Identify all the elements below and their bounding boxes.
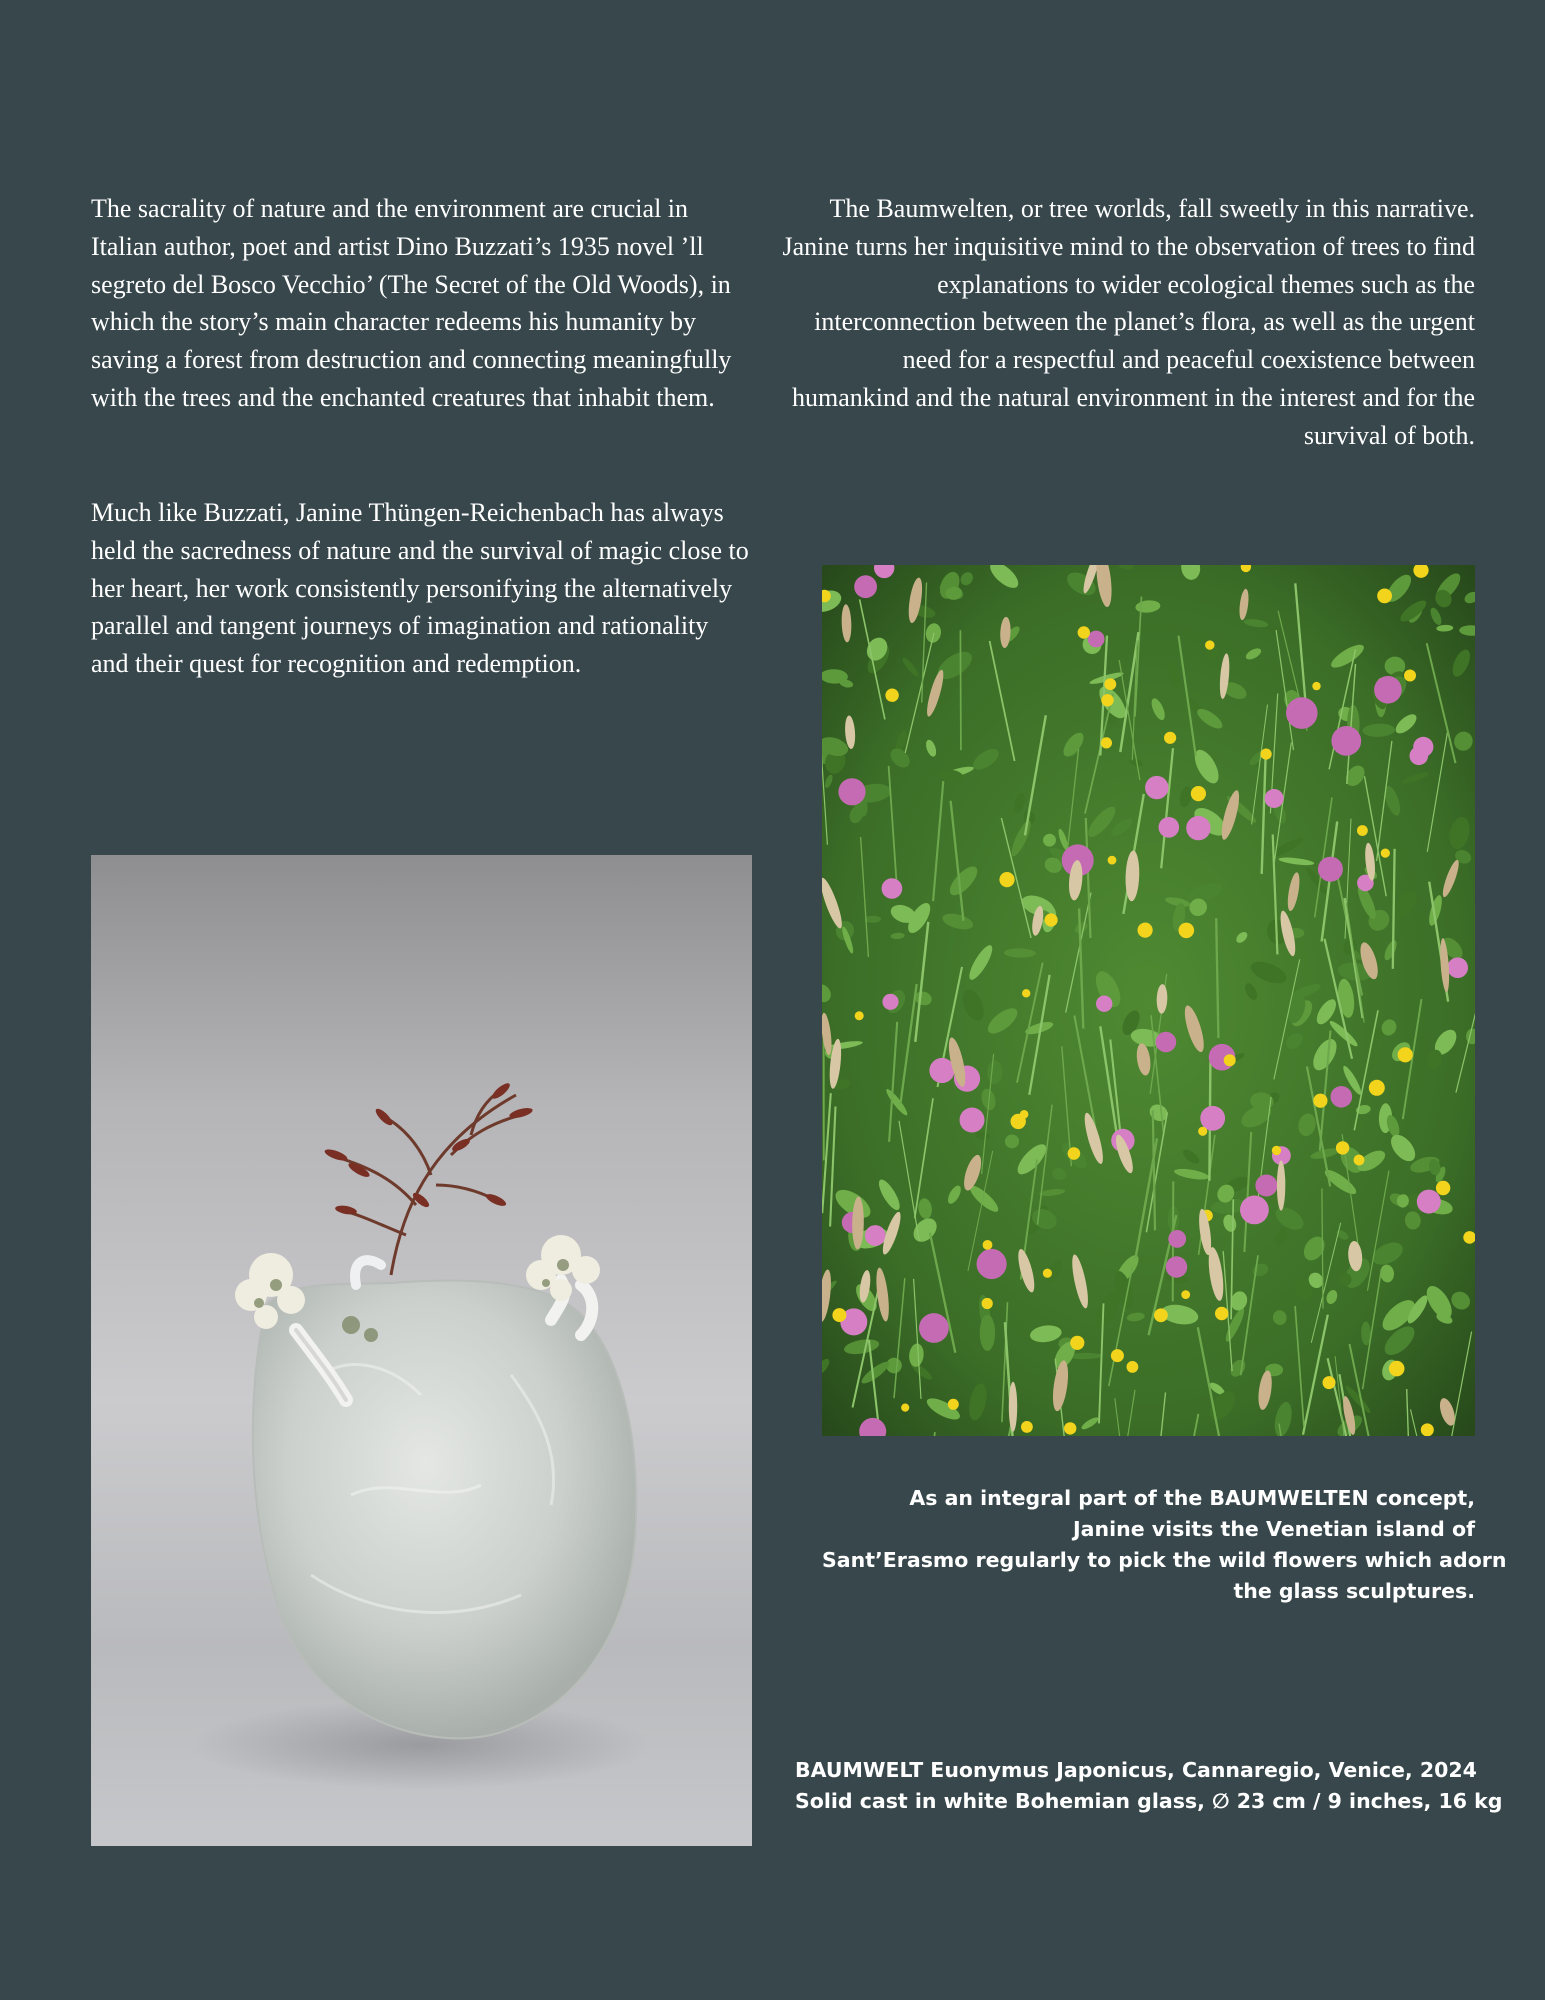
yellow-flower [832,1308,846,1322]
yellow-flower [885,689,898,702]
meadow-leaf [980,1315,995,1351]
yellow-flower [1191,786,1206,801]
wildflower-caption [822,1483,1507,1607]
clover-flower [838,778,865,805]
yellow-flower [1154,1308,1168,1322]
yellow-flower [1336,1141,1349,1154]
clover-flower [1159,817,1180,838]
yellow-flower [1127,1361,1139,1373]
clover-flower [919,1313,949,1343]
glass-sphere-sculpture-illustration [91,855,752,1846]
left-paragraph-buzzati: The sacrality of nature and the environment are crucial in Italian author, poet and artist Dino Buzzati’s 1935 novel ’ll segreto del Bosco Vecchio’ (The Secret of the Old Woods), in which the story’s main character redeems his humanity by saving a forest from destruction and connecting meaningfully with the trees and the enchanted creatures that inhabit them. [91,194,732,412]
wildflower-caption-line: As an integral part of the BAUMWELTEN concept, [909,1486,1475,1510]
yellow-flower [1404,670,1416,682]
yellow-flower [1354,1155,1365,1166]
yellow-flower [855,1011,864,1020]
clover-flower [1240,1196,1269,1225]
yellow-flower [1357,825,1368,836]
yellow-flower [1272,1146,1281,1155]
clover-flower [1166,1256,1187,1277]
wildflower-caption-line: Janine visits the Venetian island of [1073,1517,1475,1541]
clover-flower [1413,737,1433,757]
yellow-flower [1224,1054,1236,1066]
clover-flower [1156,1032,1177,1053]
yellow-flower [1398,1047,1413,1062]
yellow-flower [1078,626,1090,638]
clover-flower [854,575,877,598]
yellow-flower [1436,1181,1450,1195]
yellow-flower [1064,1422,1076,1434]
yellow-flower [1011,1114,1026,1129]
right-paragraph-baumwelten: The Baumwelten, or tree worlds, fall sweetly in this narrative. Janine turns her inquisitive mind to the observation of trees to find explanations to wider ecological themes such as the interconnection between the planet’s flora, as well as the urgent need for a respectful and peaceful coexistence between humankind and the natural environment in the interest and for the survival of both. [782,194,1475,450]
clover-flower [1286,697,1318,729]
yellow-flower [982,1298,993,1309]
yellow-flower [1313,1094,1327,1108]
plantain-flower [1277,1160,1285,1210]
yellow-flower [1421,1423,1434,1436]
yellow-flower [1043,1269,1052,1278]
yellow-flower [1104,678,1116,690]
yellow-flower [1381,849,1390,858]
yellow-flower [1022,989,1030,997]
yellow-flower [1179,923,1195,939]
clover-flower [977,1249,1007,1279]
yellow-flower [1101,737,1112,748]
clover-flower [1374,676,1402,704]
clover-flower [1096,996,1112,1012]
yellow-flower [1323,1376,1336,1389]
artwork-title-line: BAUMWELT Euonymus Japonicus, Cannaregio, Venice, 2024 [795,1758,1477,1782]
clover-flower [1168,1230,1186,1248]
wildflower-caption-line: Sant’Erasmo regularly to pick the wild flowers which adorn [822,1548,1507,1572]
clover-flower [1447,957,1468,978]
yellow-flower [1045,913,1058,926]
yellow-flower [1164,732,1176,744]
yellow-flower [1138,923,1153,938]
yellow-flower [1377,589,1392,604]
clover-flower [1318,857,1343,882]
clover-flower [1265,789,1284,808]
yellow-flower [1198,1127,1207,1136]
wildflower-meadow-illustration [822,565,1475,1436]
yellow-flower [1101,694,1113,706]
glass-sculpture-photo [91,855,752,1846]
yellow-flower [999,872,1014,887]
yellow-flower [1108,856,1117,865]
clover-flower [1255,1175,1277,1197]
plantain-flower [1009,1382,1017,1432]
yellow-flower [1369,1080,1385,1096]
clover-flower [1417,1190,1441,1214]
clover-flower [1088,631,1105,648]
left-paragraph-janine: Much like Buzzati, Janine Thüngen-Reichenbach has always held the sacredness of nature and the survival of magic close to her heart, her work consistently personifying the alternatively parallel and tangent journeys of imagination and rationality and their quest for recognition and redemption. [91,498,749,679]
yellow-flower [1215,1307,1228,1320]
yellow-flower [901,1404,909,1412]
clover-flower [1331,1086,1353,1108]
yellow-flower [1181,1290,1190,1299]
clover-flower [1145,776,1168,799]
yellow-flower [1068,1147,1081,1160]
meadow-stem [960,630,961,750]
wildflower-meadow-photo [822,565,1475,1436]
clover-flower [865,1225,886,1246]
yellow-flower [1312,682,1320,690]
artwork-caption [795,1755,1503,1817]
clover-flower [960,1108,985,1133]
yellow-flower [1111,1349,1124,1362]
yellow-flower [1205,640,1214,649]
yellow-flower [1070,1336,1084,1350]
clover-flower [1331,726,1361,756]
yellow-flower [983,1240,993,1250]
clover-flower [882,878,903,899]
yellow-flower [1021,1421,1033,1433]
yellow-flower [1389,1361,1405,1377]
yellow-flower [948,1399,959,1410]
clover-flower [1186,816,1210,840]
artwork-material-line: Solid cast in white Bohemian glass, ∅ 23 cm / 9 inches, 16 kg [795,1789,1503,1813]
yellow-flower [1261,749,1272,760]
wildflower-caption-line: the glass sculptures. [1233,1579,1475,1603]
clover-flower [882,994,898,1010]
